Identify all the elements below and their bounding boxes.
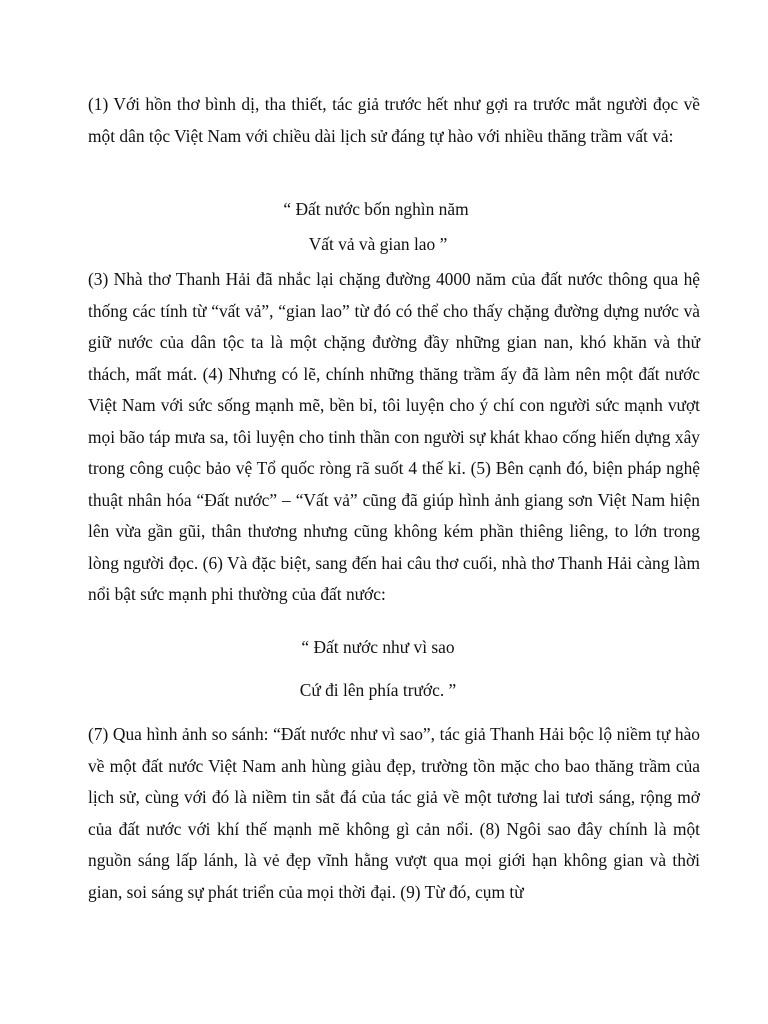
verse-1-line-1: “ Đất nước bốn nghìn năm xyxy=(283,199,469,219)
verse-1-line-2: Vất vả và gian lao ” xyxy=(308,234,448,254)
verse-2-line-2: Cứ đi lên phía trước. ” xyxy=(299,680,457,700)
paragraph-2: (3) Nhà thơ Thanh Hải đã nhắc lại chặng đường 4000 năm của đất nước thông qua hệ thống các tính từ “vất vả”, “gian lao” từ đó có thể cho thấy chặng đường dựng nước và giữ nước của dân tộc ta là một chặng đường đầy những gian nan, khó khăn và thử thách, mất mát. (4) Nhưng có lẽ, chính những thăng trầm ấy đã làm nên một đất nước Việt Nam với sức sống mạnh mẽ, bền bỉ, tôi luyện cho ý chí con người sức mạnh vượt mọi bão táp mưa sa, tôi luyện cho tinh thần con người sự khát khao cống hiến dựng xây trong công cuộc bảo vệ Tổ quốc ròng rã suốt 4 thế kỉ. (5) Bên cạnh đó, biện pháp nghệ thuật nhân hóa “Đất nước” – “Vất vả” cũng đã giúp hình ảnh giang sơn Việt Nam hiện lên vừa gần gũi, thân thương nhưng cũng không kém phần thiêng liêng, to lớn trong lòng người đọc. (6) Và đặc biệt, sang đến hai câu thơ cuối, nhà thơ Thanh Hải càng làm nổi bật sức mạnh phi thường của đất nước: xyxy=(88,269,700,604)
paragraph-1: (1) Với hồn thơ bình dị, tha thiết, tác giả trước hết như gợi ra trước mắt người đọc về một dân tộc Việt Nam với chiều dài lịch sử đáng tự hào với nhiều thăng trầm vất vả: xyxy=(88,94,700,146)
verse-2-line-1: “ Đất nước như vì sao xyxy=(301,637,455,657)
paragraph-3: (7) Qua hình ảnh so sánh: “Đất nước như vì sao”, tác giả Thanh Hải bộc lộ niềm tự hào về một đất nước Việt Nam anh hùng giàu đẹp, trường tồn mặc cho bao thăng trầm của lịch sử, cùng với đó là niềm tin sắt đá của tác giả về một tương lai tươi sáng, rộng mở của đất nước với khí thế mạnh mẽ không gì cản nổi. (8) Ngôi sao đây chính là một nguồn sáng lấp lánh, là vẻ đẹp vĩnh hằng vượt qua mọi giới hạn không gian và thời gian, soi sáng sự phát triển của mọi thời đại. (9) Từ đó, cụm từ xyxy=(88,724,700,902)
